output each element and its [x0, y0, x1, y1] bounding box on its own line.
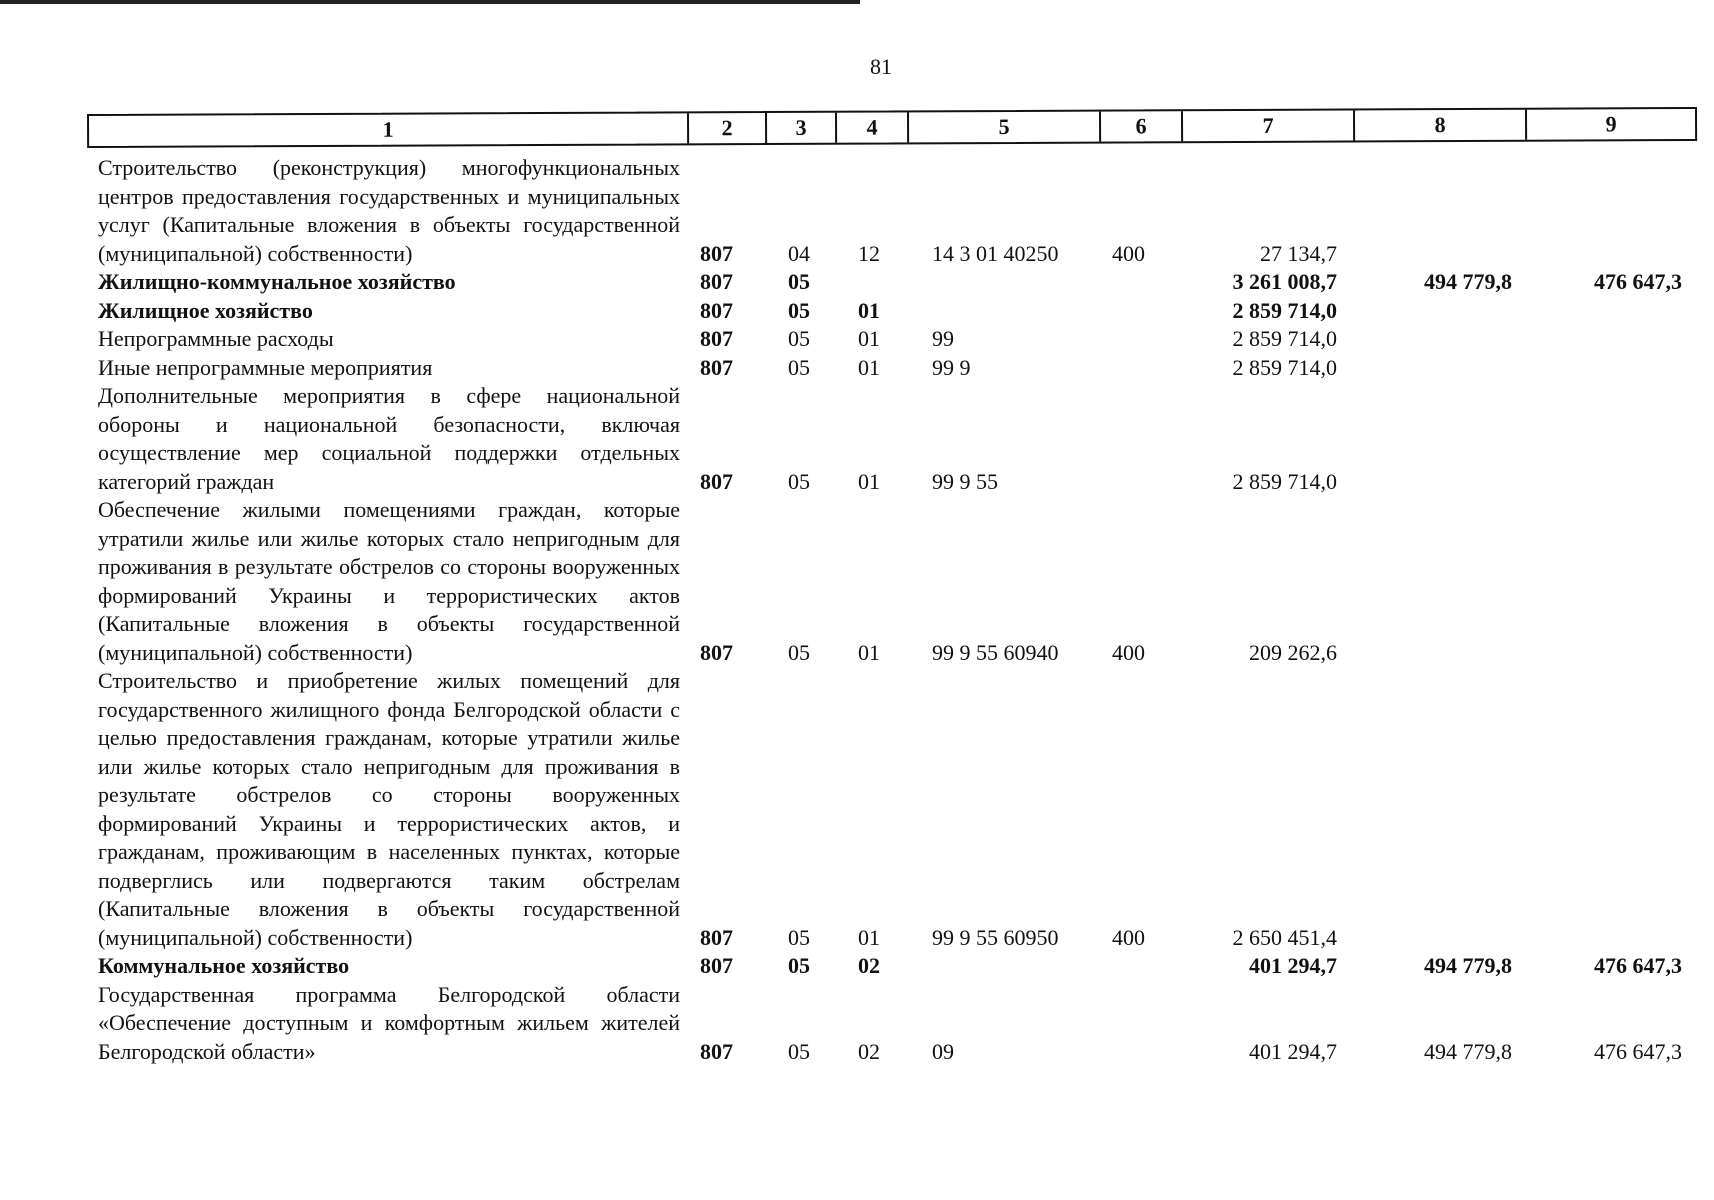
cell-c7: 27 134,7 [1260, 240, 1337, 266]
cell-c2: 807 [700, 354, 733, 380]
cell-c4: 01 [858, 924, 880, 950]
table-row [0, 297, 1714, 326]
cell-c7: 2 650 451,4 [1232, 924, 1337, 950]
cell-c8: 494 779,8 [1424, 269, 1512, 294]
table-row [0, 325, 1714, 354]
cell-c8: 494 779,8 [1424, 1038, 1512, 1064]
cell-c3: 05 [788, 1038, 810, 1064]
table-body [0, 154, 1714, 1154]
cell-c2: 807 [700, 639, 733, 665]
header-col-6: 6 [1099, 111, 1181, 141]
row-label: Жилищное хозяйство [98, 297, 313, 323]
cell-c4: 01 [858, 354, 880, 380]
cell-c4: 01 [858, 468, 880, 494]
cell-c7: 209 262,6 [1249, 639, 1337, 665]
cell-c5: 99 9 [932, 354, 971, 380]
row-label: Коммунальное хозяйство [98, 953, 350, 978]
cell-c2: 807 [700, 1038, 733, 1064]
cell-c8: 494 779,8 [1424, 953, 1512, 978]
cell-c3: 05 [788, 354, 810, 380]
cell-c3: 05 [788, 953, 810, 978]
cell-c2: 807 [700, 924, 733, 950]
cell-c5: 99 9 55 [932, 468, 998, 494]
header-col-5: 5 [907, 112, 1099, 143]
cell-c7: 2 859 714,0 [1232, 468, 1337, 494]
cell-c7: 401 294,7 [1249, 1038, 1337, 1064]
cell-c4: 01 [858, 297, 880, 323]
table-row [0, 382, 1714, 496]
cell-c3: 05 [788, 468, 810, 494]
cell-c5: 14 3 01 40250 [932, 240, 1059, 266]
header-col-3: 3 [765, 113, 835, 143]
table-header [87, 107, 1697, 148]
cell-c4: 01 [858, 639, 880, 665]
top-rule [0, 0, 860, 4]
cell-c2: 807 [700, 953, 733, 978]
row-label: Строительство и приобретение жилых помещений для государственного жилищного фонда Белгородской области с целью предоставления гражданам, которые утратили жилье или жилье которых стало непригодным для проживания в результате обстрелов со стороны вооруженных формирований Украины и террористических актов, и гражданам, проживающим в населенных пунктах, которые подверглись или подвергаются таким обстрелам (Капитальные вложения в объекты государственной (муниципальной) собственности) [98, 668, 680, 950]
header-col-9: 9 [1525, 109, 1695, 140]
cell-c7: 2 859 714,0 [1232, 297, 1337, 323]
cell-c2: 807 [700, 240, 733, 266]
table-row [0, 354, 1714, 383]
table-row [0, 268, 1714, 297]
cell-c9: 476 647,3 [1594, 269, 1682, 294]
cell-c3: 05 [788, 326, 810, 351]
row-label: Дополнительные мероприятия в сфере национальной обороны и национальной безопасности, включая осуществление мер социальной поддержки отдельных категорий граждан [98, 383, 680, 494]
row-label: Государственная программа Белгородской области «Обеспечение доступным и комфортным жильем жителей Белгородской области» [98, 981, 680, 1064]
page-number: 81 [870, 54, 892, 79]
cell-c5: 99 [932, 326, 954, 351]
cell-c2: 807 [700, 468, 733, 494]
cell-c3: 05 [788, 924, 810, 950]
row-label: Жилищно-коммунальное хозяйство [98, 269, 456, 294]
row-label: Непрограммные расходы [98, 326, 334, 351]
cell-c4: 02 [858, 953, 880, 978]
cell-c4: 01 [858, 326, 880, 351]
cell-c2: 807 [700, 269, 733, 294]
header-col-4: 4 [835, 112, 907, 142]
cell-c4: 02 [858, 1038, 880, 1064]
row-label: Обеспечение жилыми помещениями граждан, которые утратили жилье или жилье которых стало непригодным для проживания в результате обстрелов со стороны вооруженных формирований Украины и террористических актов (Капитальные вложения в объекты государственной (муниципальной) собственности) [98, 497, 680, 665]
row-label: Строительство (реконструкция) многофункциональных центров предоставления государственных и муниципальных услуг (Капитальные вложения в объекты государственной (муниципальной) собственности) [98, 155, 680, 266]
cell-c2: 807 [700, 297, 733, 323]
header-col-2: 2 [687, 113, 765, 143]
table-row [0, 952, 1714, 981]
cell-c3: 04 [788, 240, 810, 266]
cell-c2: 807 [700, 326, 733, 351]
cell-c7: 2 859 714,0 [1232, 326, 1337, 351]
cell-c6: 400 [1112, 240, 1145, 266]
cell-c4: 12 [858, 240, 880, 266]
table-row [0, 154, 1714, 268]
header-col-8: 8 [1353, 110, 1525, 141]
table-row [0, 981, 1714, 1067]
row-label: Иные непрограммные мероприятия [98, 354, 433, 380]
cell-c6: 400 [1112, 639, 1145, 665]
cell-c5: 99 9 55 60940 [932, 639, 1059, 665]
cell-c7: 401 294,7 [1249, 953, 1337, 978]
cell-c5: 09 [932, 1038, 954, 1064]
cell-c3: 05 [788, 639, 810, 665]
header-col-7: 7 [1181, 110, 1353, 141]
table-row [0, 667, 1714, 952]
cell-c3: 05 [788, 297, 810, 323]
cell-c6: 400 [1112, 924, 1145, 950]
cell-c9: 476 647,3 [1594, 1038, 1682, 1064]
cell-c7: 3 261 008,7 [1232, 269, 1337, 294]
header-col-1: 1 [382, 116, 394, 142]
cell-c3: 05 [788, 269, 810, 294]
table-row [0, 496, 1714, 667]
cell-c5: 99 9 55 60950 [932, 924, 1059, 950]
cell-c7: 2 859 714,0 [1232, 354, 1337, 380]
cell-c9: 476 647,3 [1594, 953, 1682, 978]
